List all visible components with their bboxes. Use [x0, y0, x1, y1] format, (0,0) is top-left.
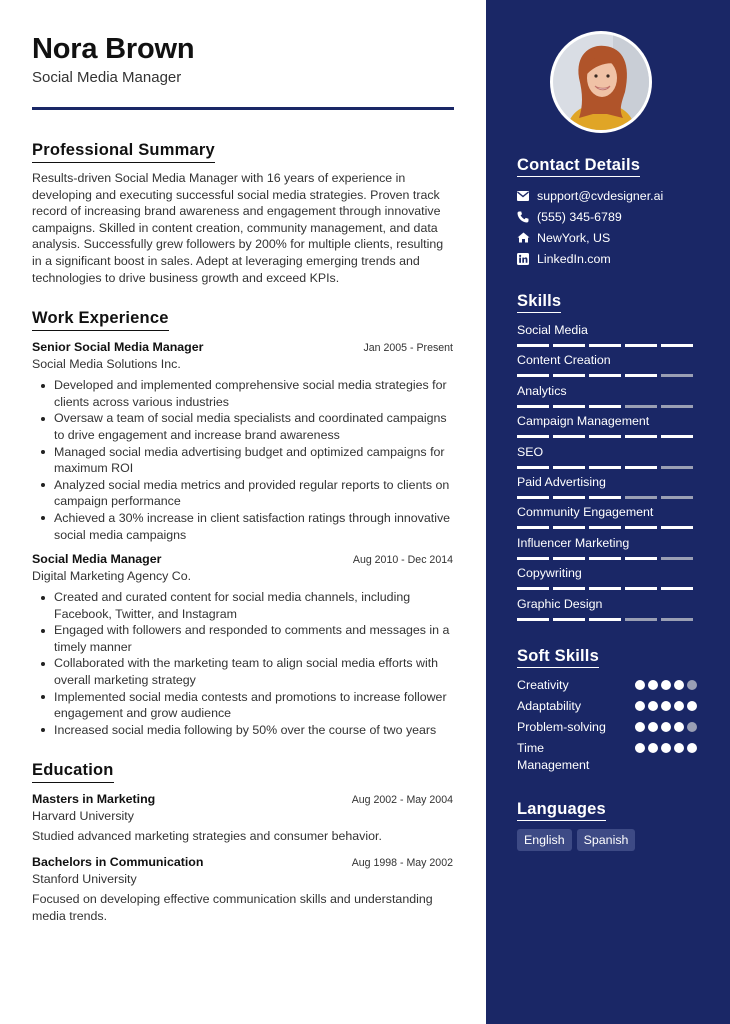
skill-level-segment [517, 526, 549, 529]
skill-level-segment [589, 496, 621, 499]
rating-dot [687, 722, 697, 732]
skill-level-bar [517, 496, 707, 499]
skill-level-bar [517, 466, 707, 469]
soft-skill-name: Problem-solving [517, 719, 606, 734]
skill-name: Community Engagement [517, 505, 654, 520]
soft-skill-rating [635, 722, 697, 732]
language-tags [517, 829, 707, 851]
skill-level-segment [517, 374, 549, 377]
rating-dot [661, 743, 671, 753]
soft-skill-rating [635, 701, 697, 711]
contact-heading: Contact Details [517, 155, 640, 177]
contact-linkedin-text: LinkedIn.com [537, 251, 611, 266]
skill-level-segment [661, 374, 693, 377]
skill-level-bar [517, 405, 707, 408]
skill-level-segment [553, 557, 585, 560]
school-name: Harvard University [32, 809, 134, 824]
job-bullet: Analyzed social media metrics and provided regular reports to clients on campaign performance [32, 477, 453, 510]
skill-item [517, 383, 707, 413]
job-bullet: Engaged with followers and responded to comments and messages in a timely manner [32, 622, 453, 655]
skill-level-segment [589, 526, 621, 529]
contact-section [517, 155, 707, 269]
skill-item [517, 352, 707, 382]
skill-level-segment [625, 618, 657, 621]
rating-dot [674, 743, 684, 753]
rating-dot [635, 680, 645, 690]
summary-heading: Professional Summary [32, 140, 215, 163]
skill-level-segment [589, 344, 621, 347]
degree-description: Studied advanced marketing strategies and consumer behavior. [32, 829, 382, 844]
language-tag: English [517, 829, 572, 851]
home-icon [517, 232, 537, 243]
degree-title: Bachelors in Communication [32, 855, 204, 870]
skill-item [517, 474, 707, 504]
degree-dates: Aug 2002 - May 2004 [351, 794, 453, 807]
skill-level-bar [517, 587, 707, 590]
skill-name: SEO [517, 444, 544, 459]
skill-level-segment [589, 557, 621, 560]
rating-dot [635, 701, 645, 711]
skill-level-segment [625, 466, 657, 469]
skill-level-bar [517, 435, 707, 438]
job-bullet: Increased social media following by 50% over the course of two years [32, 722, 453, 739]
phone-icon [517, 211, 537, 223]
rating-dot [648, 722, 658, 732]
skill-item [517, 565, 707, 595]
skill-level-segment [553, 587, 585, 590]
skill-level-segment [625, 557, 657, 560]
skill-level-segment [553, 344, 585, 347]
soft-skill-rating [635, 680, 697, 690]
soft-skill-item [517, 719, 697, 736]
contact-email[interactable] [517, 185, 707, 206]
soft-skill-name: Adaptability [517, 698, 582, 713]
skill-name: Analytics [517, 383, 567, 398]
rating-dot [687, 743, 697, 753]
skill-level-segment [517, 435, 549, 438]
linkedin-icon [517, 253, 537, 265]
job-role: Social Media Manager [32, 552, 162, 567]
contact-location [517, 227, 707, 248]
rating-dot [635, 722, 645, 732]
summary-text: Results-driven Social Media Manager with 16 years of experience in developing and executing successful social media strategies. Proven track record of increasing brand awareness and engagement through innovative campaigns. Skilled in content creation, community management, and data analysis. Successfully grew followers by 200% for multiple clients, resulting in a significant boost in sales. Adept at leveraging emerging trends and technologies to drive business growth and exceed KPIs. [32, 171, 444, 285]
job-bullet: Oversaw a team of social media specialists and coordinated campaigns to drive engagement and increase brand awareness [32, 410, 453, 443]
skill-level-segment [517, 496, 549, 499]
skill-name: Campaign Management [517, 414, 650, 429]
job-bullet: Achieved a 30% increase in client satisfaction ratings through innovative social media campaigns [32, 510, 453, 543]
contact-email-text: support@cvdesigner.ai [537, 188, 664, 203]
experience-section [32, 308, 454, 738]
skill-level-segment [625, 405, 657, 408]
skill-item [517, 444, 707, 474]
job-bullets [32, 589, 453, 738]
education-entry [32, 791, 454, 845]
skill-level-segment [625, 435, 657, 438]
degree-description: Focused on developing effective communication skills and understanding media trends. [32, 892, 433, 923]
job-company: Social Media Solutions Inc. [32, 357, 181, 372]
skill-level-segment [517, 405, 549, 408]
rating-dot [661, 680, 671, 690]
education-heading: Education [32, 760, 114, 783]
skill-level-segment [517, 557, 549, 560]
skill-name: Influencer Marketing [517, 535, 630, 550]
skill-level-segment [661, 435, 693, 438]
skill-level-segment [661, 496, 693, 499]
skill-level-bar [517, 618, 707, 621]
candidate-name: Nora Brown [32, 33, 195, 65]
soft-skills-section [517, 646, 707, 778]
skill-level-segment [661, 557, 693, 560]
rating-dot [661, 722, 671, 732]
skill-level-segment [661, 405, 693, 408]
rating-dot [674, 680, 684, 690]
rating-dot [648, 701, 658, 711]
skill-level-segment [625, 344, 657, 347]
skill-level-segment [517, 618, 549, 621]
skill-level-segment [625, 374, 657, 377]
skill-name: Graphic Design [517, 596, 603, 611]
job-bullets [32, 377, 453, 543]
skill-level-segment [589, 374, 621, 377]
skill-item [517, 596, 707, 626]
job-dates: Jan 2005 - Present [363, 342, 453, 355]
skill-name: Paid Advertising [517, 474, 606, 489]
skill-level-bar [517, 344, 707, 347]
contact-phone-text: (555) 345-6789 [537, 209, 622, 224]
education-entry [32, 854, 454, 924]
job-bullet: Developed and implemented comprehensive social media strategies for clients across various industries [32, 377, 453, 410]
rating-dot [674, 722, 684, 732]
skill-level-segment [625, 587, 657, 590]
job-bullet: Collaborated with the marketing team to align social media efforts with overall marketing strategy [32, 655, 453, 688]
soft-skill-item [517, 740, 697, 773]
skill-level-segment [517, 466, 549, 469]
skill-name: Social Media [517, 323, 588, 337]
skill-item [517, 535, 707, 565]
rating-dot [687, 680, 697, 690]
rating-dot [648, 680, 658, 690]
skill-level-segment [661, 526, 693, 529]
skill-level-segment [553, 405, 585, 408]
skills-heading: Skills [517, 291, 561, 313]
rating-dot [648, 743, 658, 753]
skill-level-segment [517, 587, 549, 590]
skill-item [517, 413, 707, 443]
soft-skill-name: Creativity [517, 678, 569, 692]
skill-level-segment [589, 618, 621, 621]
skill-level-bar [517, 374, 707, 377]
job-dates: Aug 2010 - Dec 2014 [352, 554, 453, 567]
skill-level-segment [589, 405, 621, 408]
soft-skill-item [517, 698, 697, 715]
job-bullet: Created and curated content for social media channels, including Facebook, Twitter, and Instagram [32, 589, 453, 622]
skill-level-segment [553, 374, 585, 377]
skill-item [517, 322, 707, 352]
skill-level-segment [589, 466, 621, 469]
degree-dates: Aug 1998 - May 2002 [351, 857, 453, 870]
profile-photo [553, 34, 649, 130]
soft-skill-item [517, 677, 697, 694]
job-entry [32, 551, 454, 738]
languages-section [517, 799, 707, 851]
skill-name: Copywriting [517, 566, 582, 581]
header-divider [32, 107, 454, 110]
skills-list [517, 322, 707, 626]
sidebar [486, 0, 730, 1024]
skill-level-segment [553, 466, 585, 469]
envelope-icon [517, 191, 537, 201]
job-company: Digital Marketing Agency Co. [32, 569, 192, 584]
skill-level-bar [517, 526, 707, 529]
contact-phone[interactable] [517, 206, 707, 227]
contact-linkedin[interactable] [517, 248, 707, 269]
contact-location-text: NewYork, US [537, 230, 611, 245]
summary-section [32, 140, 454, 286]
soft-skill-rating [635, 743, 697, 753]
soft-skills-heading: Soft Skills [517, 646, 599, 668]
skill-level-segment [553, 618, 585, 621]
soft-skill-name: Time Management [517, 740, 590, 772]
job-bullet: Implemented social media contests and promotions to increase follower engagement and grow audience [32, 689, 453, 722]
experience-heading: Work Experience [32, 308, 169, 331]
rating-dot [661, 701, 671, 711]
language-tag: Spanish [577, 829, 636, 851]
skill-name: Content Creation [517, 353, 611, 368]
skill-level-segment [589, 435, 621, 438]
skill-level-segment [517, 344, 549, 347]
skill-level-segment [589, 587, 621, 590]
skill-level-segment [661, 344, 693, 347]
skill-item [517, 504, 707, 534]
skill-level-segment [553, 435, 585, 438]
job-entry [32, 339, 454, 543]
rating-dot [635, 743, 645, 753]
profile-photo-frame [550, 31, 652, 133]
skill-level-segment [661, 618, 693, 621]
rating-dot [674, 701, 684, 711]
skill-level-segment [553, 526, 585, 529]
rating-dot [687, 701, 697, 711]
candidate-title: Social Media Manager [32, 69, 182, 86]
degree-title: Masters in Marketing [32, 792, 156, 807]
skill-level-segment [625, 496, 657, 499]
skill-level-segment [661, 587, 693, 590]
education-section [32, 760, 454, 924]
skills-section [517, 291, 707, 626]
skill-level-segment [553, 496, 585, 499]
school-name: Stanford University [32, 872, 137, 887]
skill-level-segment [661, 466, 693, 469]
skill-level-segment [625, 526, 657, 529]
soft-skills-list [517, 677, 707, 773]
job-bullet: Managed social media advertising budget and optimized campaigns for maximum ROI [32, 444, 453, 477]
skill-level-bar [517, 557, 707, 560]
languages-heading: Languages [517, 799, 606, 821]
job-role: Senior Social Media Manager [32, 340, 204, 355]
